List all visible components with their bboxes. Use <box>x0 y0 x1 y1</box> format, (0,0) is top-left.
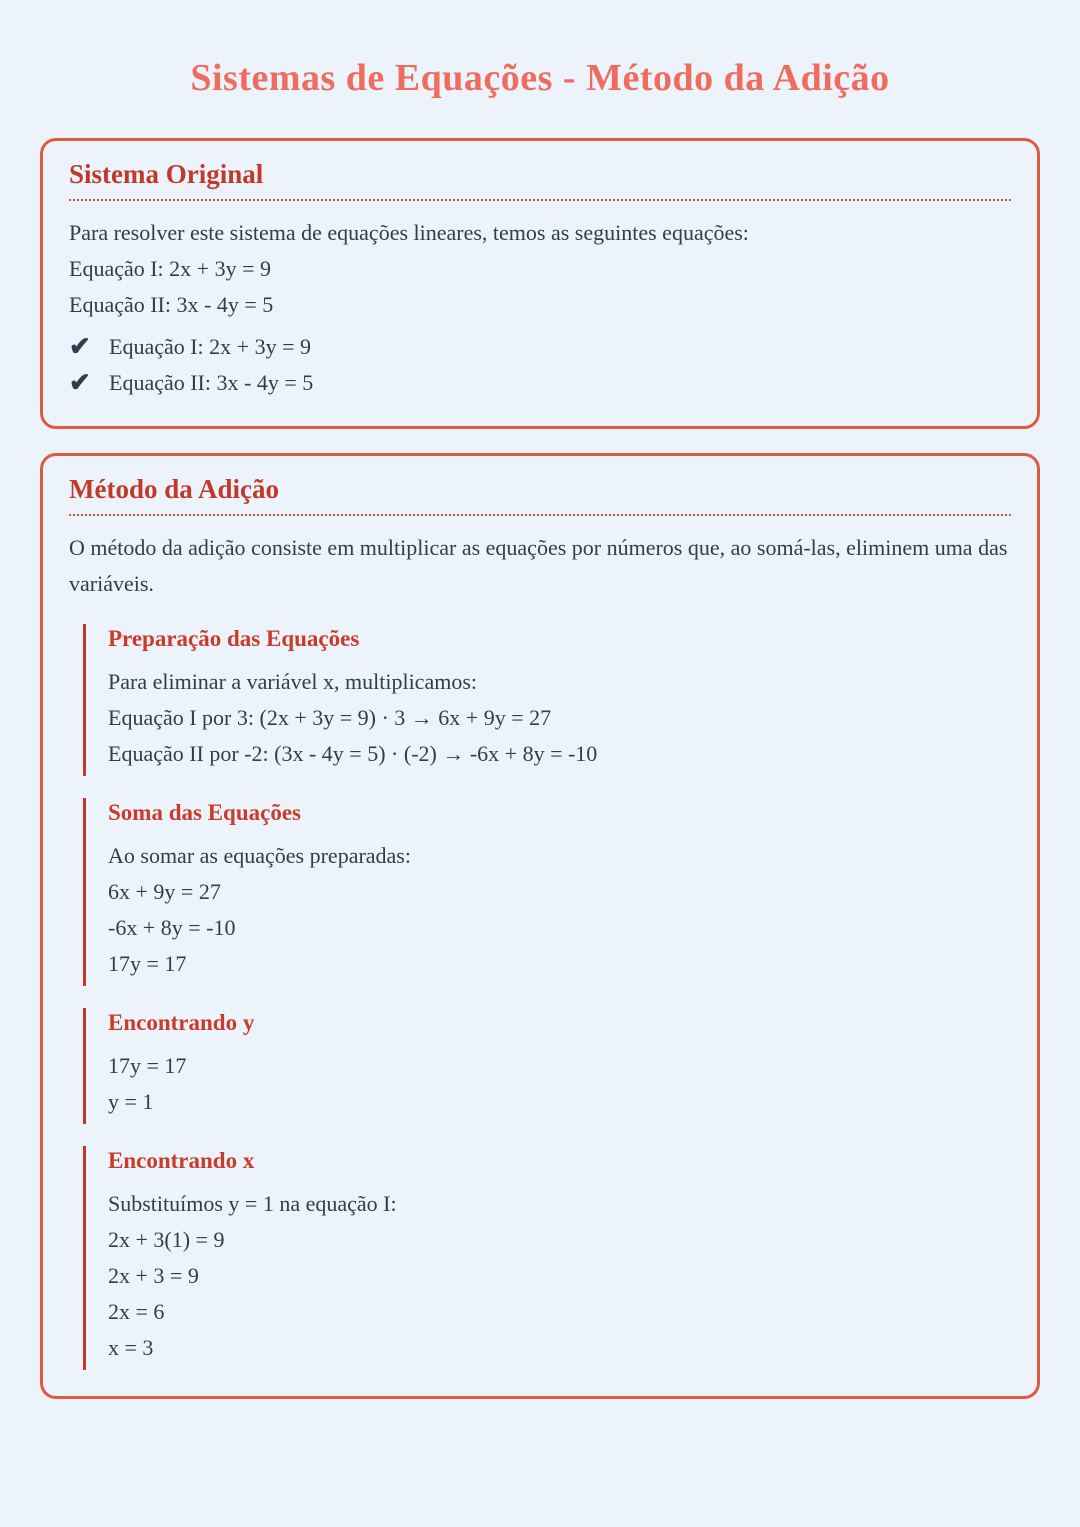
card-body <box>69 516 1011 1370</box>
section-heading: Encontrando y <box>108 1010 255 1035</box>
step-line: x = 3 <box>108 1335 154 1360</box>
step-line: 17y = 17 <box>108 1053 187 1078</box>
card-body <box>69 201 1011 400</box>
step-line: Ao somar as equações preparadas: <box>108 843 411 868</box>
check-icon: ✔ <box>69 332 91 361</box>
step-line: Equação I por 3: (2x + 3y = 9) · 3 → 6x + 9y = 27 <box>108 705 552 730</box>
step-line: Substituímos y = 1 na equação I: <box>108 1191 397 1216</box>
check-row <box>69 329 1011 364</box>
check-icon: ✔ <box>69 368 91 397</box>
step-line: Para eliminar a variável x, multiplicamos: <box>108 669 477 694</box>
step-line: 2x = 6 <box>108 1299 165 1324</box>
check-row <box>69 365 1011 400</box>
intro-text: Para resolver este sistema de equações lineares, temos as seguintes equações: <box>69 220 749 245</box>
step-line: y = 1 <box>108 1089 154 1114</box>
section-heading: Preparação das Equações <box>108 626 360 651</box>
intro-text: O método da adição consiste em multiplicar as equações por números que, ao somá-las, eliminem uma das variáveis. <box>69 535 1008 596</box>
step-line: 2x + 3(1) = 9 <box>108 1227 225 1252</box>
equation-line: Equação II: 3x - 4y = 5 <box>69 292 274 317</box>
section-heading: Encontrando x <box>108 1148 255 1173</box>
page-title: Sistemas de Equações - Método da Adição <box>190 57 890 99</box>
step-line: 2x + 3 = 9 <box>108 1263 199 1288</box>
step-line: Equação II por -2: (3x - 4y = 5) · (-2) → -6x + 8y = -10 <box>108 741 598 766</box>
card-heading-metodo-da-adicao: Método da Adição <box>69 474 1011 516</box>
section-encontrando-y <box>83 1008 1011 1124</box>
section-encontrando-x <box>83 1146 1011 1370</box>
step-line: 6x + 9y = 27 <box>108 879 221 904</box>
card-heading-sistema-original: Sistema Original <box>69 159 1011 201</box>
section-preparacao-das-equacoes <box>83 624 1011 776</box>
step-line: -6x + 8y = -10 <box>108 915 236 940</box>
check-label: Equação II: 3x - 4y = 5 <box>109 370 314 395</box>
section-heading: Soma das Equações <box>108 800 301 825</box>
card-sistema-original <box>40 138 1040 429</box>
card-metodo-da-adicao <box>40 453 1040 1399</box>
step-line: 17y = 17 <box>108 951 187 976</box>
check-label: Equação I: 2x + 3y = 9 <box>109 334 311 359</box>
equation-line: Equação I: 2x + 3y = 9 <box>69 256 271 281</box>
section-soma-das-equacoes <box>83 798 1011 986</box>
